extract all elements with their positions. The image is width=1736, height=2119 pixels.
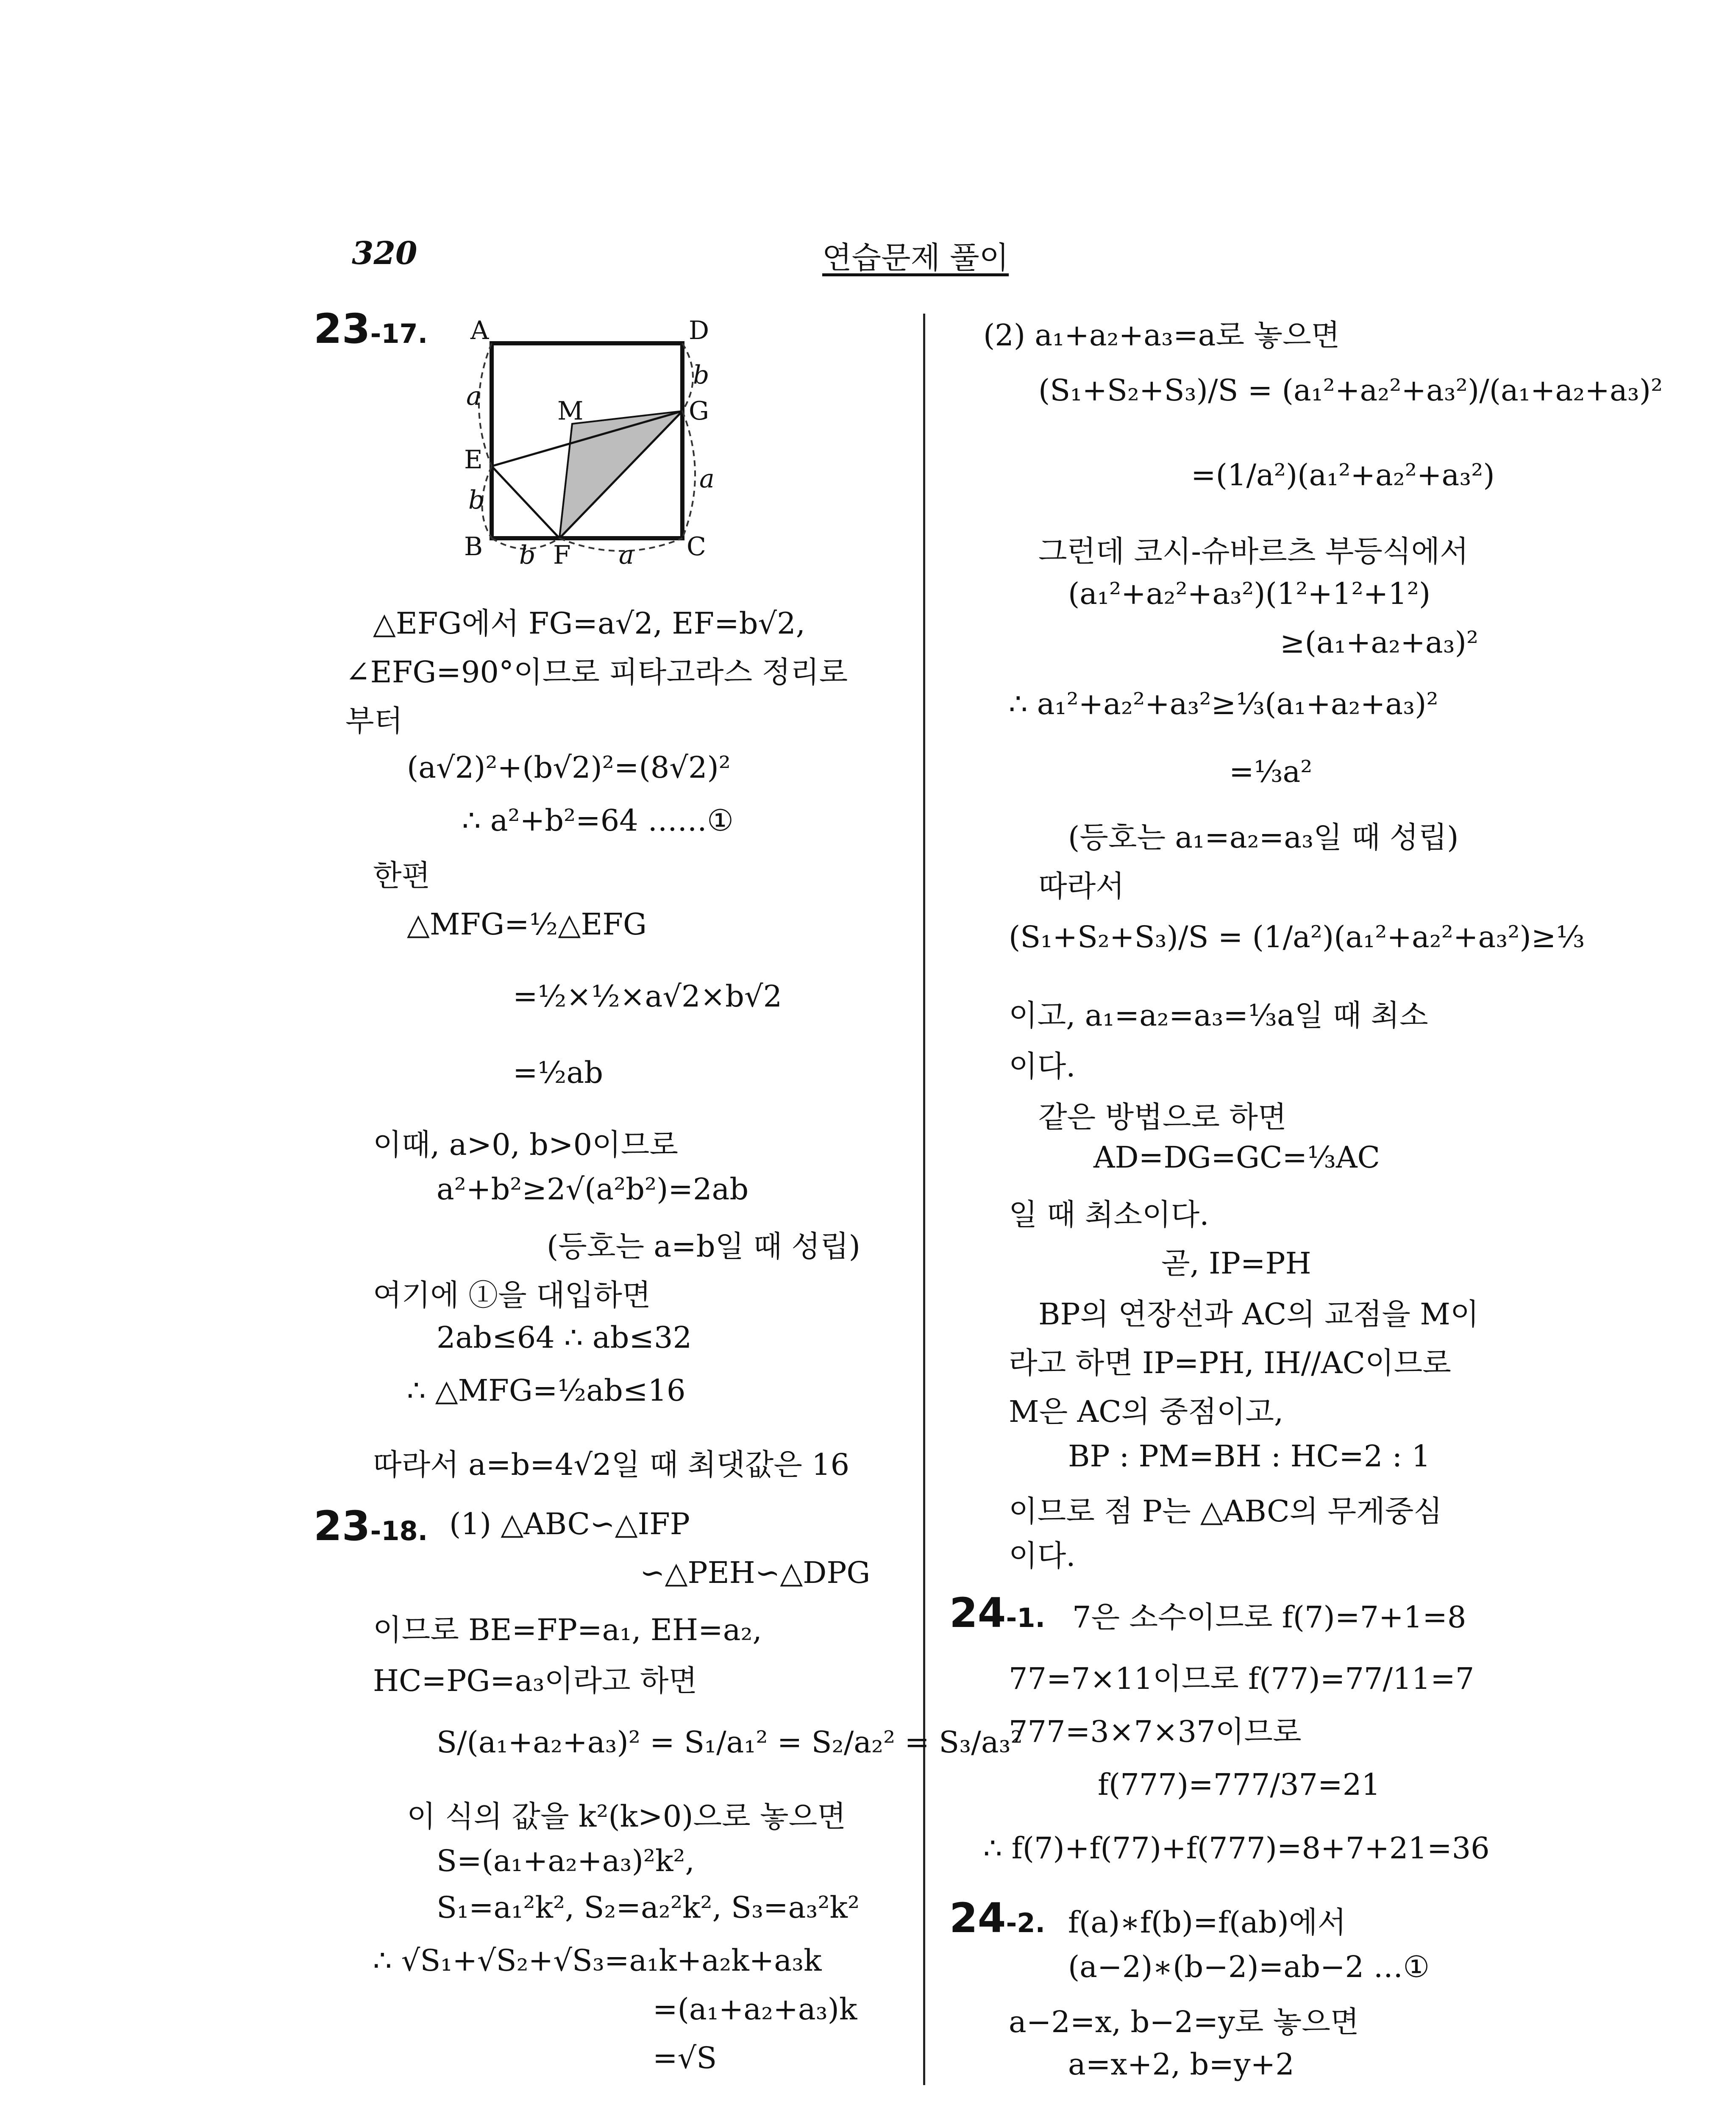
sol-23-18-line: S₁=a₁²k², S₂=a₂²k², S₃=a₃²k² [437, 1890, 860, 1925]
label-b-right: b [693, 360, 709, 390]
sol-23-18-first-line: (1) △ABC∽△IFP [449, 1507, 690, 1541]
sol-23-18-2-line: =⅓a² [1229, 754, 1313, 789]
sol-23-18-2-line: (a₁²+a₂²+a₃²)(1²+1²+1²) [1068, 576, 1431, 611]
sol-23-18-2-line: BP : PM=BH : HC=2 : 1 [1068, 1439, 1431, 1474]
sol-23-18-2-line: (S₁+S₂+S₃)/S = (1/a²)(a₁²+a₂²+a₃²)≥⅓ [1009, 920, 1585, 954]
label-g-point: G [689, 396, 709, 426]
sol-24-2-line: a=x+2, b=y+2 [1068, 2047, 1294, 2082]
square-geometry-figure [449, 309, 746, 581]
sol-23-18-2-line: 그런데 코시-슈바르츠 부등식에서 [1038, 534, 1469, 569]
sol-23-18-line: ∴ √S₁+√S₂+√S₃=a₁k+a₂k+a₃k [373, 1943, 822, 1978]
sol-24-2-line: a−2=x, b−2=y로 놓으면 [1009, 2005, 1359, 2039]
label-a-bottom: a [619, 540, 634, 570]
sol-23-18-line: 이므로 BE=FP=a₁, EH=a₂, [373, 1613, 762, 1647]
sol-23-18-line: HC=PG=a₃이라고 하면 [373, 1663, 698, 1698]
sol-23-18-line: 이 식의 값을 k²(k>0)으로 놓으면 [407, 1799, 846, 1834]
sol-23-17-line: ∴ a²+b²=64 ……① [462, 803, 734, 838]
label-a-left: a [466, 381, 481, 411]
sol-23-17-line: 이때, a>0, b>0이므로 [373, 1127, 679, 1162]
label-b-bottom: b [519, 540, 536, 570]
sol-23-17-line: 한편 [373, 858, 431, 893]
label-b-vertex: B [464, 532, 483, 562]
label-a-right: a [699, 464, 715, 494]
sol-23-18-2-line: (2) a₁+a₂+a₃=a로 놓으면 [983, 318, 1340, 353]
sol-23-18-2-line: 따라서 [1038, 869, 1124, 904]
sol-23-18-line: =(a₁+a₂+a₃)k [653, 1992, 857, 2027]
problem-number-24-2: 24-2. [949, 1894, 1046, 1942]
sol-23-17-line: ∴ △MFG=½ab≤16 [407, 1373, 686, 1408]
sol-24-1-line: 777=3×7×37이므로 [1009, 1714, 1302, 1749]
sol-23-17-line: a²+b²≥2√(a²b²)=2ab [437, 1172, 749, 1207]
sol-23-18-line: ∽△PEH∽△DPG [640, 1555, 871, 1590]
problem-number-23-17: 23-17. [314, 305, 428, 353]
sol-23-17-line: (등호는 a=b일 때 성립) [547, 1229, 860, 1264]
sol-23-17-line: ∠EFG=90°이므로 피타고라스 정리로 [345, 655, 848, 690]
label-m-point: M [557, 396, 584, 426]
sol-23-17-line: 따라서 a=b=4√2일 때 최댓값은 16 [373, 1447, 850, 1482]
label-e-point: E [464, 445, 483, 475]
sol-24-1-line: f(777)=777/37=21 [1098, 1767, 1380, 1802]
label-b-left: b [468, 485, 485, 515]
sol-23-18-line: S=(a₁+a₂+a₃)²k², [437, 1844, 695, 1878]
sol-24-2-first-line: f(a)∗f(b)=f(ab)에서 [1068, 1905, 1347, 1940]
label-a-vertex: A [470, 316, 489, 345]
sol-23-18-2-line: 이다. [1009, 1538, 1076, 1573]
sol-23-18-2-line: (S₁+S₂+S₃)/S = (a₁²+a₂²+a₃²)/(a₁+a₂+a₃)² [1038, 373, 1663, 408]
sol-24-1-first-line: 7은 소수이므로 f(7)=7+1=8 [1072, 1600, 1466, 1635]
sol-23-18-2-line: 곧, IP=PH [1161, 1246, 1311, 1281]
sol-23-18-2-line: 일 때 최소이다. [1009, 1197, 1209, 1232]
sol-23-18-2-line: BP의 연장선과 AC의 교점을 M이 [1038, 1297, 1479, 1332]
sol-23-18-2-line: ≥(a₁+a₂+a₃)² [1280, 625, 1479, 660]
problem-number-24-1: 24-1. [949, 1589, 1046, 1637]
sol-23-17-line: 2ab≤64 ∴ ab≤32 [437, 1320, 692, 1355]
sol-24-1-line: ∴ f(7)+f(77)+f(777)=8+7+21=36 [983, 1831, 1490, 1866]
problem-number-23-18: 23-18. [314, 1502, 428, 1550]
sol-23-18-2-line: ∴ a₁²+a₂²+a₃²≥⅓(a₁+a₂+a₃)² [1009, 687, 1438, 721]
sol-23-18-2-line: AD=DG=GC=⅓AC [1093, 1140, 1380, 1175]
page-title: 연습문제 풀이 [822, 240, 1009, 275]
sol-23-17-line: △EFG에서 FG=a√2, EF=b√2, [373, 606, 805, 641]
column-divider [923, 314, 925, 2085]
sol-23-18-2-line: 이고, a₁=a₂=a₃=⅓a일 때 최소 [1009, 998, 1428, 1033]
sol-23-18-2-line: 라고 하면 IP=PH, IH//AC이므로 [1009, 1346, 1451, 1380]
sol-23-18-2-line: (등호는 a₁=a₂=a₃일 때 성립) [1068, 820, 1459, 855]
sol-23-17-line: =½×½×a√2×b√2 [513, 979, 782, 1014]
sol-23-18-2-line: =(1/a²)(a₁²+a₂²+a₃²) [1191, 458, 1495, 492]
sol-24-2-line: (a−2)∗(b−2)=ab−2 …① [1068, 1949, 1430, 1984]
sol-23-18-2-line: 같은 방법으로 하면 [1038, 1100, 1287, 1135]
label-d-vertex: D [689, 316, 709, 345]
sol-23-17-line: (a√2)²+(b√2)²=(8√2)² [407, 750, 731, 785]
sol-24-1-line: 77=7×11이므로 f(77)=77/11=7 [1009, 1661, 1474, 1696]
sol-23-17-line: 여기에 ①을 대입하면 [373, 1278, 651, 1313]
sol-23-17-line: 부터 [345, 704, 403, 738]
sol-23-17-line: △MFG=½△EFG [407, 907, 647, 942]
sol-23-18-2-line: 이다. [1009, 1049, 1076, 1084]
sol-23-18-line: =√S [653, 2041, 717, 2075]
sol-23-18-2-line: M은 AC의 중점이고, [1009, 1394, 1284, 1429]
sol-23-18-2-line: 이므로 점 P는 △ABC의 무게중심 [1009, 1494, 1442, 1529]
sol-23-18-line: S/(a₁+a₂+a₃)² = S₁/a₁² = S₂/a₂² = S₃/a₃² [437, 1725, 1023, 1760]
label-f-point: F [553, 540, 571, 570]
sol-23-17-line: =½ab [513, 1055, 604, 1090]
page-number: 320 [352, 235, 417, 272]
label-c-vertex: C [687, 532, 706, 562]
